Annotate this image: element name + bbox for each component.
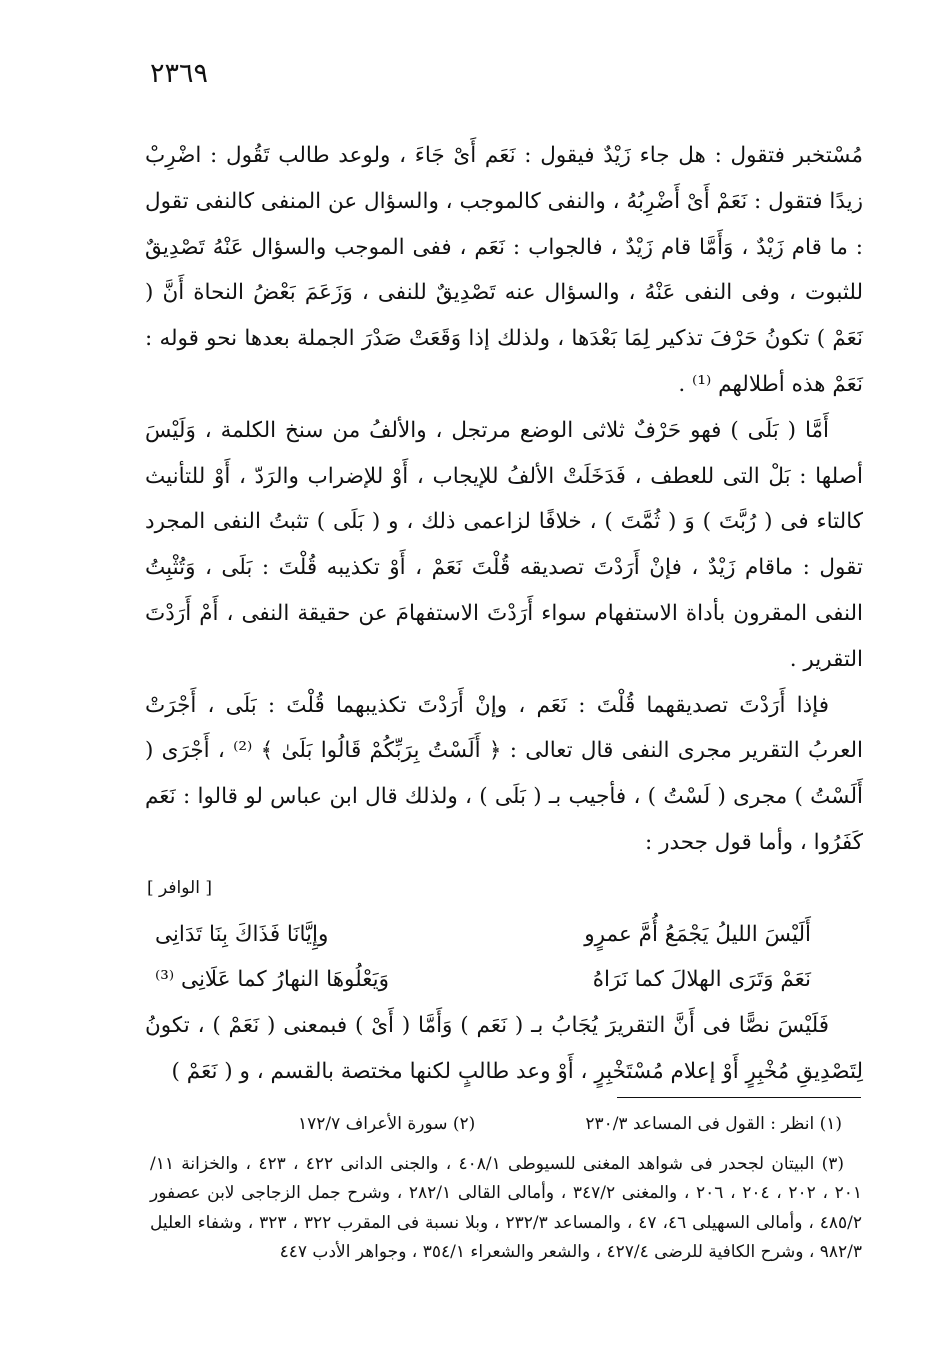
paragraph-bala: أَمَّا ( بَلَى ) فهو حَرْفٌ ثلاثى الوضع مرتجل ، والألفُ من سنخ الكلمة ، وَلَيْسَ أصلها : بَلْ التى للعطف ، فَدَخَلَتْ الألفُ للإيجاب ، أَوْ للإضراب والرَدّ ، أَوْ للتأنيث كالتاء فى ( رُبَّتَ ) وَ ( ثُمَّتَ ) ، خلافًا لزاعمى ذلك ، و ( بَلَى ) تثبتُ النفى المجرد تقول : ماقام زَيْدٌ ، فإنْ أَرَدْتَ تصديقه قُلْتَ نَعَمْ ، أَوْ تكذيبه قُلْتَ : بَلَى ، وَتُثْبِتُ النفى المقرون بأداة الاستفهام سواء أَرَدْتَ الاستفهامَ عن حقيقة النفى ، أَمْ أَرَدْتَ التقرير . <box>145 417 863 672</box>
footnote-row-1-2 <box>150 1110 862 1140</box>
meter-row <box>145 866 863 912</box>
main-text <box>145 133 863 1095</box>
meter-label: [ الوافر ] <box>147 877 212 898</box>
footnote-1: (١) انظر : القول فى المساعد ٢٣٠/٣ <box>585 1114 842 1134</box>
footnotes <box>150 1110 862 1268</box>
paragraph-ay: فَلَيْسَ نصًّا فى أَنَّ التقريرَ يُجَابُ بـ ( نَعَم ) وَأَمَّا ( أَىْ ) فبمعنى ( نَعَمْ ) ، تكونُ لِتَصْدِيقِ مُخْبِرٍ أَوْ إعلام مُسْتَخْبِرٍ ، أَوْ وعد طالبٍ لكنها مختصة بالقسم ، و ( نَعَمْ ) <box>145 1013 863 1084</box>
verse-1-first-hemistich: أَلَيْسَ الليلُ يَجْمَعُ أُمَّ عمرٍو <box>584 921 811 947</box>
verse-2-first-hemistich: نَعَمْ وَتَرَى الهلالَ كما نَرَاهُ <box>592 967 811 993</box>
footnote-3: (٣) البيتان لجحدر فى شواهد المغنى للسيوطى ٤٠٨/١ ، والجنى الدانى ٤٢٢ ، ٤٢٣ ، والخزانة ١١/ ٢٠١ ، ٢٠٢ ، ٢٠٤ ، ٢٠٦ ، والمغنى ٣٤٧/٢ ، وأمالى القالى ٢٨٢/١ ، وشرح جمل الزجاجى لابن عصفور ٤٨٥/٢ ، وأمالى السهيلى ٤٦، ٤٧ ، والمساعد ٢٣٢/٣ ، وبلا نسبة فى المقرب ٣٢٢ ، ٣٢٣ ، وشفاء العليل ٩٨٢/٣ ، وشرح الكافية للرضى ٤٢٧/٤ ، والشعر والشعراء ٣٥٤/١ ، وجواهر الأدب ٤٤٧ <box>150 1153 863 1262</box>
verse-line-2 <box>145 957 863 1003</box>
paragraph-naam: مُسْتخبر فتقول : هل جاء زَيْدٌ فيقول : نَعَم أَىْ جَاءَ ، ولوعد طالب تَقُول : اضْرِبْ زيدًا فتقول : نَعَمْ أَىْ أَضْرِبُهُ ، والنفى كالموجب ، والسؤال عن المنفى كالنفى تقول : ما قام زَيْدٌ ، وَأَمَّا قام زَيْدٌ ، فالجواب : نَعَم ، ففى الموجب والسؤال عَنْهُ تَصْدِيقٌ للثبوت ، وفى النفى عَنْهُ ، والسؤال عنه تَصْدِيقٌ للنفى ، وَزَعَمَ بَعْضُ النحاة أَنَّ ( نَعَمْ ) تكونُ حَرْفَ تذكير لِمَا بَعْدَها ، ولذلك إذا وَقَعَتْ صَدْرَ الجملة بعدها نحو قوله : نَعَمْ هذه أطلالهم ⁽¹⁾ . <box>145 143 863 397</box>
verse-1-second-hemistich: وإِيَّانَا فَذَاكَ بِنَا تَدَانِى <box>155 921 329 947</box>
footnote-2: (٢) سورة الأعراف ١٧٢/٧ <box>297 1114 476 1134</box>
page-number: ٢٣٦٩ <box>150 58 209 89</box>
verse-2-second-hemistich: وَيَعْلُوهَا النهارُ كما عَلَانِى ⁽³⁾ <box>155 967 390 993</box>
paragraph-taqrir: فإذا أَرَدْتَ تصديقهما قُلْتَ : نَعَم ، وإنْ أَرَدْتَ تكذيبهما قُلْتَ : بَلَى ، أَجْرَتْ العربُ التقرير مجرى النفى قال تعالى : ﴿ أَلَسْتُ بِرَبِّكُمْ قَالُوا بَلَىٰ ﴾ ⁽²⁾ ، أَجْرَى ( أَلَسْتُ ) مجرى ( لَسْتُ ) ، فأجيب بـ ( بَلَى ) ، ولذلك قال ابن عباس لو قالوا : نَعَم كَفَرُوا ، وأما قول جحدر : <box>145 692 863 855</box>
verse-line-1 <box>145 912 863 958</box>
footnote-separator <box>617 1097 861 1098</box>
